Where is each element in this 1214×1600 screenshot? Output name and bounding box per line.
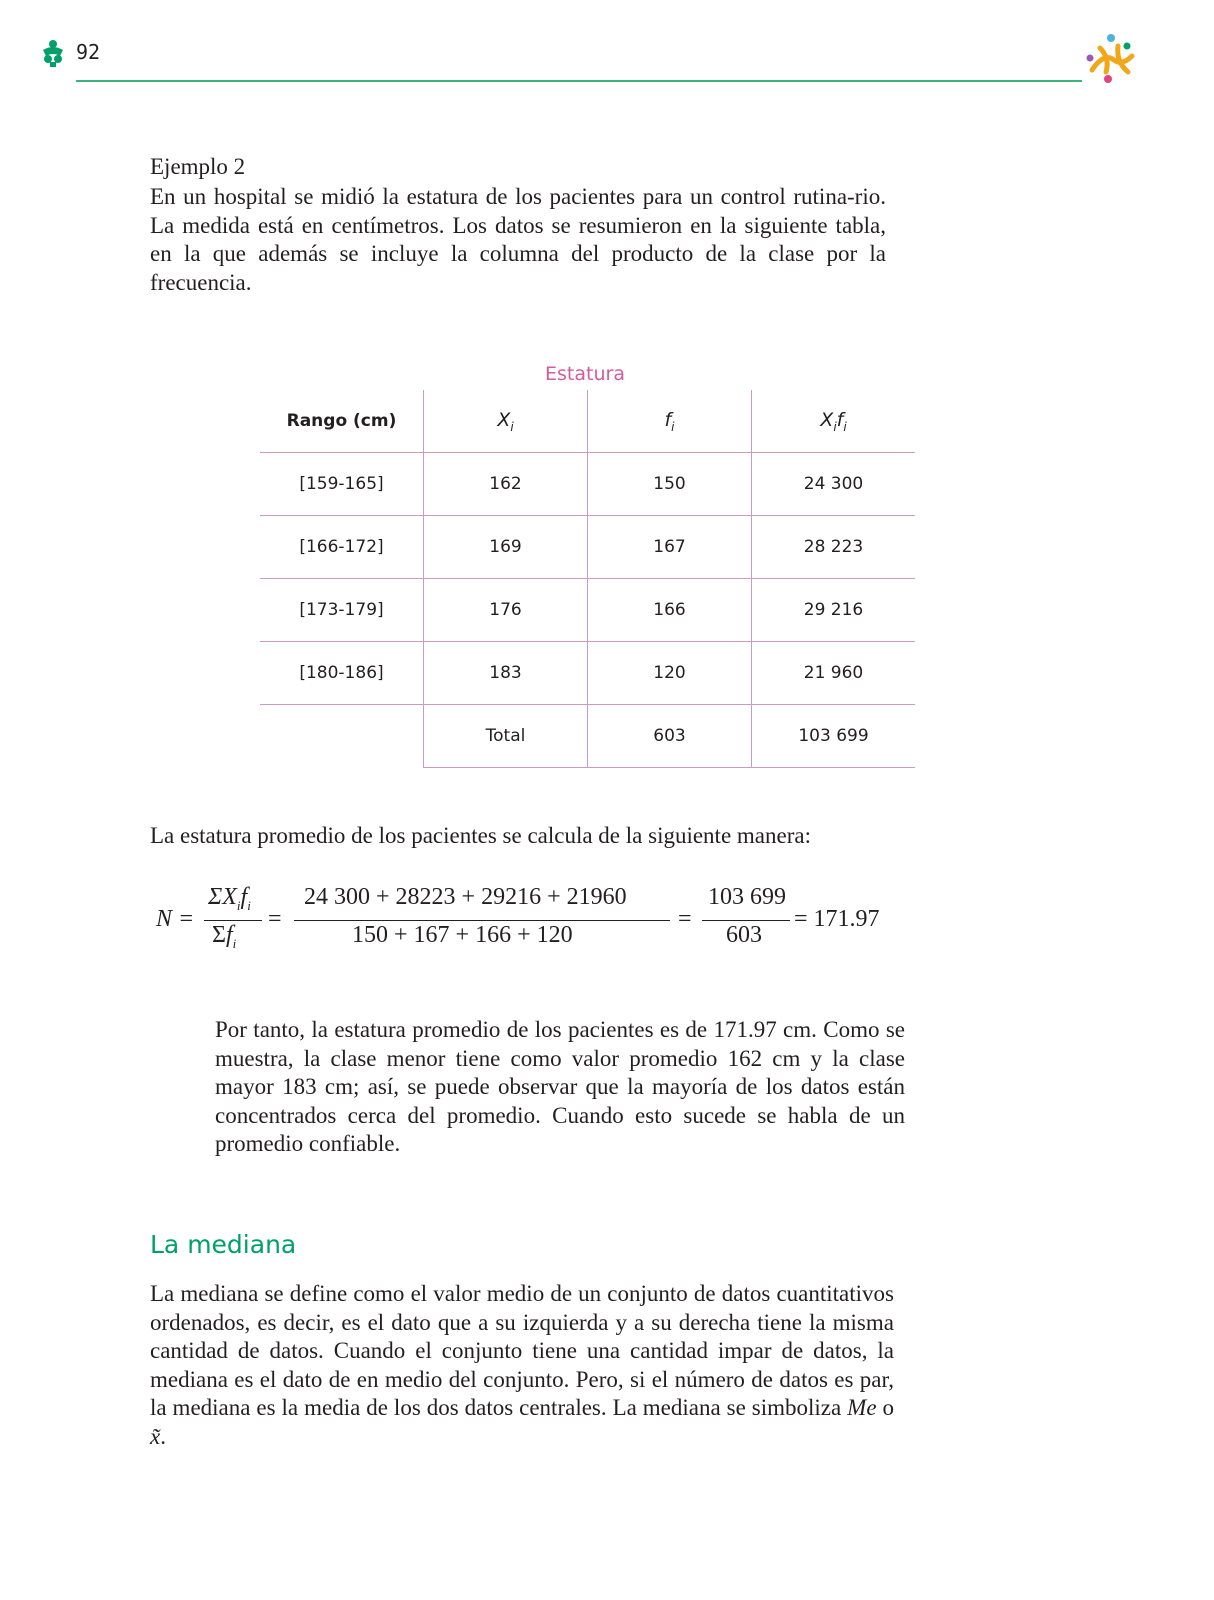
cell-total-fi: 603 — [588, 705, 752, 768]
header-fi: $f_i$ — [588, 390, 752, 453]
cell-total-label: Total — [424, 705, 588, 768]
page-number: 92 — [76, 40, 101, 64]
header-rule — [76, 80, 1082, 82]
formula-denominator: 150 + 167 + 166 + 120 — [352, 922, 573, 948]
header-xi: $X_i$ — [424, 390, 588, 453]
cell-empty — [260, 705, 424, 768]
formula-sum-denominator: $\Sigma f_i$ — [212, 922, 237, 951]
formula-equals: = — [268, 906, 282, 932]
table-row — [260, 453, 915, 516]
table-row — [260, 642, 915, 705]
cell-fi: 150 — [588, 453, 752, 516]
formula-lhs: N = — [156, 906, 195, 932]
cell-xi: 183 — [424, 642, 588, 705]
fraction-bar — [294, 920, 670, 921]
formula-numerator: 24 300 + 28223 + 29216 + 21960 — [304, 884, 627, 910]
cell-xi: 169 — [424, 516, 588, 579]
cell-total-xifi: 103 699 — [752, 705, 916, 768]
formula-result: = 171.97 — [794, 906, 880, 932]
mean-formula — [156, 884, 896, 960]
formula-equals: = — [678, 906, 692, 932]
example-title: Ejemplo 2 — [150, 154, 246, 179]
formula-den-total: 603 — [726, 922, 762, 948]
cell-fi: 166 — [588, 579, 752, 642]
cell-range: [180-186] — [260, 642, 424, 705]
header-xifi: $X_if_i$ — [752, 390, 916, 453]
cell-xifi: 28 223 — [752, 516, 916, 579]
formula-num-total: 103 699 — [708, 884, 786, 910]
conclusion-paragraph: Por tanto, la estatura promedio de los pacientes es de 171.97 cm. Como se muestra, la clase menor tiene como valor promedio 162 cm y la clase mayor 183 cm; así, se puede observar que la mayoría de los datos están concentrados cerca del promedio. Cuando esto sucede se habla de un promedio confiable. — [215, 1017, 905, 1156]
cell-xi: 176 — [424, 579, 588, 642]
height-table — [260, 390, 915, 768]
table-row — [260, 579, 915, 642]
header-range: Rango (cm) — [260, 390, 424, 453]
mediana-paragraph: La mediana se define como el valor medio de un conjunto de datos cuantitativos ordenados, es decir, es el dato que a su izquierda y a su derecha tiene la misma cantidad de datos. Cuando el conjunto tiene una cantidad impar de datos, la mediana es el dato de en medio del conjunto. Pero, si el número de datos es par, la mediana es la media de los dos datos centrales. La mediana se simboliza Me o x̃. — [150, 1281, 895, 1449]
fraction-bar — [702, 920, 790, 921]
seal-icon — [40, 38, 66, 68]
cell-xifi: 24 300 — [752, 453, 916, 516]
calculation-lead: La estatura promedio de los pacientes se calcula de la siguiente manera: — [150, 823, 811, 848]
intro-paragraph: En un hospital se midió la estatura de los pacientes para un control rutina-rio. La medida está en centímetros. Los datos se resumieron en la siguiente tabla, en la que además se incluye la columna del producto de la clase por la frecuencia. — [150, 184, 886, 295]
section-title: La mediana — [150, 1230, 297, 1259]
cell-fi: 120 — [588, 642, 752, 705]
cell-range: [166-172] — [260, 516, 424, 579]
table-total-row — [260, 705, 915, 768]
cell-range: [173-179] — [260, 579, 424, 642]
formula-sum-numerator: $\Sigma X_if_i$ — [208, 884, 251, 913]
cell-xifi: 29 216 — [752, 579, 916, 642]
table-row — [260, 516, 915, 579]
table-header-row — [260, 390, 915, 453]
cell-range: [159-165] — [260, 453, 424, 516]
page-header — [0, 0, 1214, 90]
cell-xi: 162 — [424, 453, 588, 516]
fraction-bar — [204, 920, 262, 921]
cell-fi: 167 — [588, 516, 752, 579]
cell-xifi: 21 960 — [752, 642, 916, 705]
emblem-icon — [1084, 32, 1140, 86]
table-caption: Estatura — [545, 363, 625, 385]
